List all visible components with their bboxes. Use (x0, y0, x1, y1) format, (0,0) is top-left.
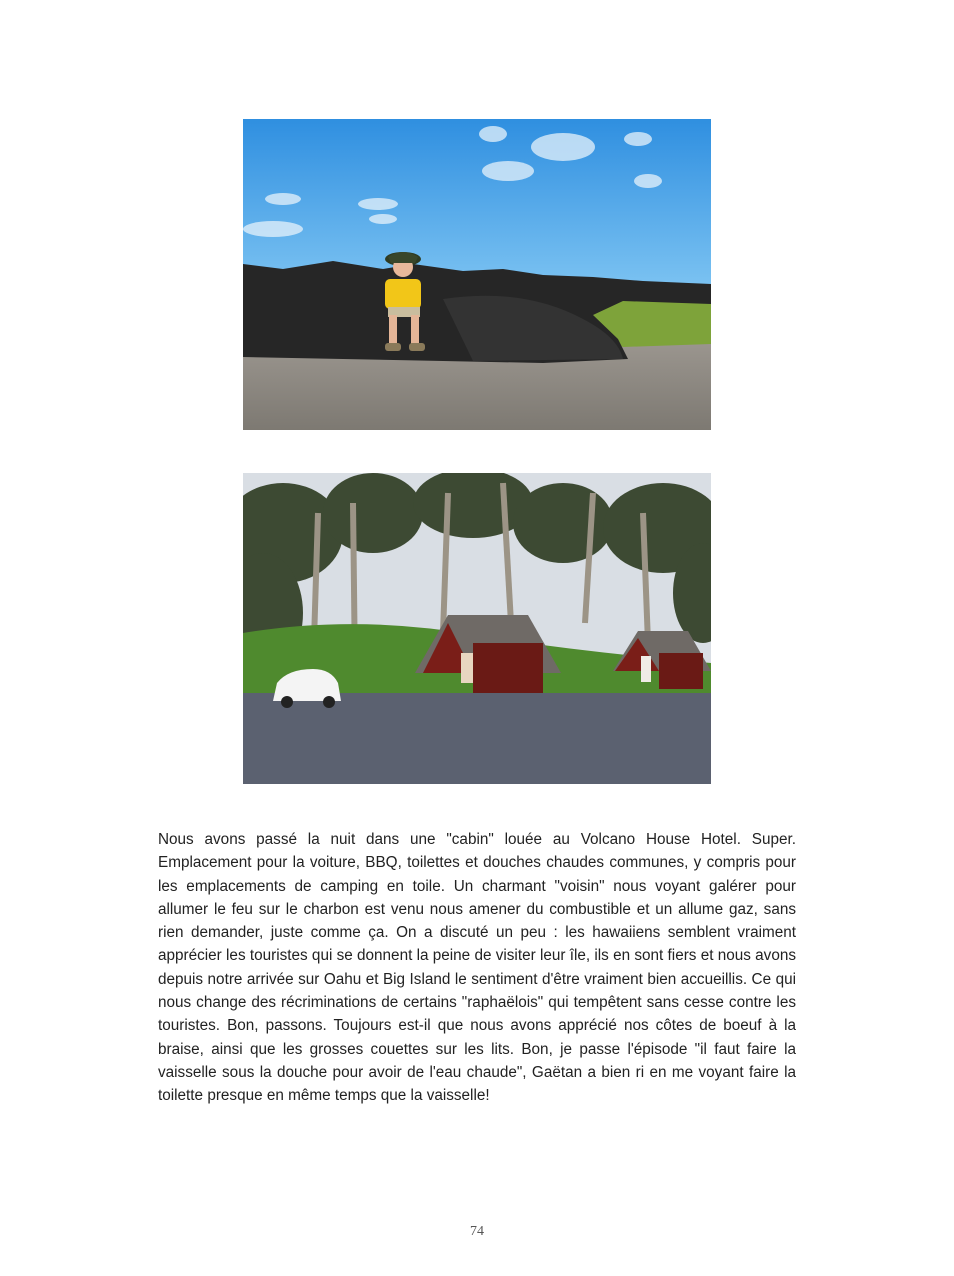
body-paragraph: Nous avons passé la nuit dans une "cabin" louée au Volcano House Hotel. Super. Emplacement pour la voiture, BBQ, toilettes et douches chaudes communes, y compris pour les emplacements de camping en toile. Un charmant "voisin" nous voyant galérer pour allumer le feu sur le charbon est venu nous amener du combustible et un allume gaz, sans rien demander, juste comme ça. On a discuté un peu : les hawaiiens semblent vraiment apprécier les touristes qui se donnent la peine de visiter leur île, ils en sont fiers et nous avons depuis notre arrivée sur Oahu et Big Island le sentiment d'être vraiment bien accueillis. Ce qui nous change des récriminations de certains "raphaëlois" qui tempêtent sans cesse contre les touristes. Bon, passons. Toujours est-il que nous avons apprécié nos côtes de boeuf à la braise, ainsi que les grosses couettes sur les lits. Bon, je passe l'épisode "il faut faire la vaisselle sous la douche pour avoir de l'eau chaude", Gaëtan a bien ri en me voyant faire la toilette presque en même temps que la vaisselle! (158, 831, 796, 1105)
cabins-image (243, 473, 711, 784)
photo-campground-cabins (243, 473, 711, 784)
asphalt-road (243, 693, 711, 784)
page-number: 74 (470, 1224, 484, 1239)
photo-boy-on-lava-field (243, 119, 711, 430)
lava-field-image (243, 119, 711, 430)
